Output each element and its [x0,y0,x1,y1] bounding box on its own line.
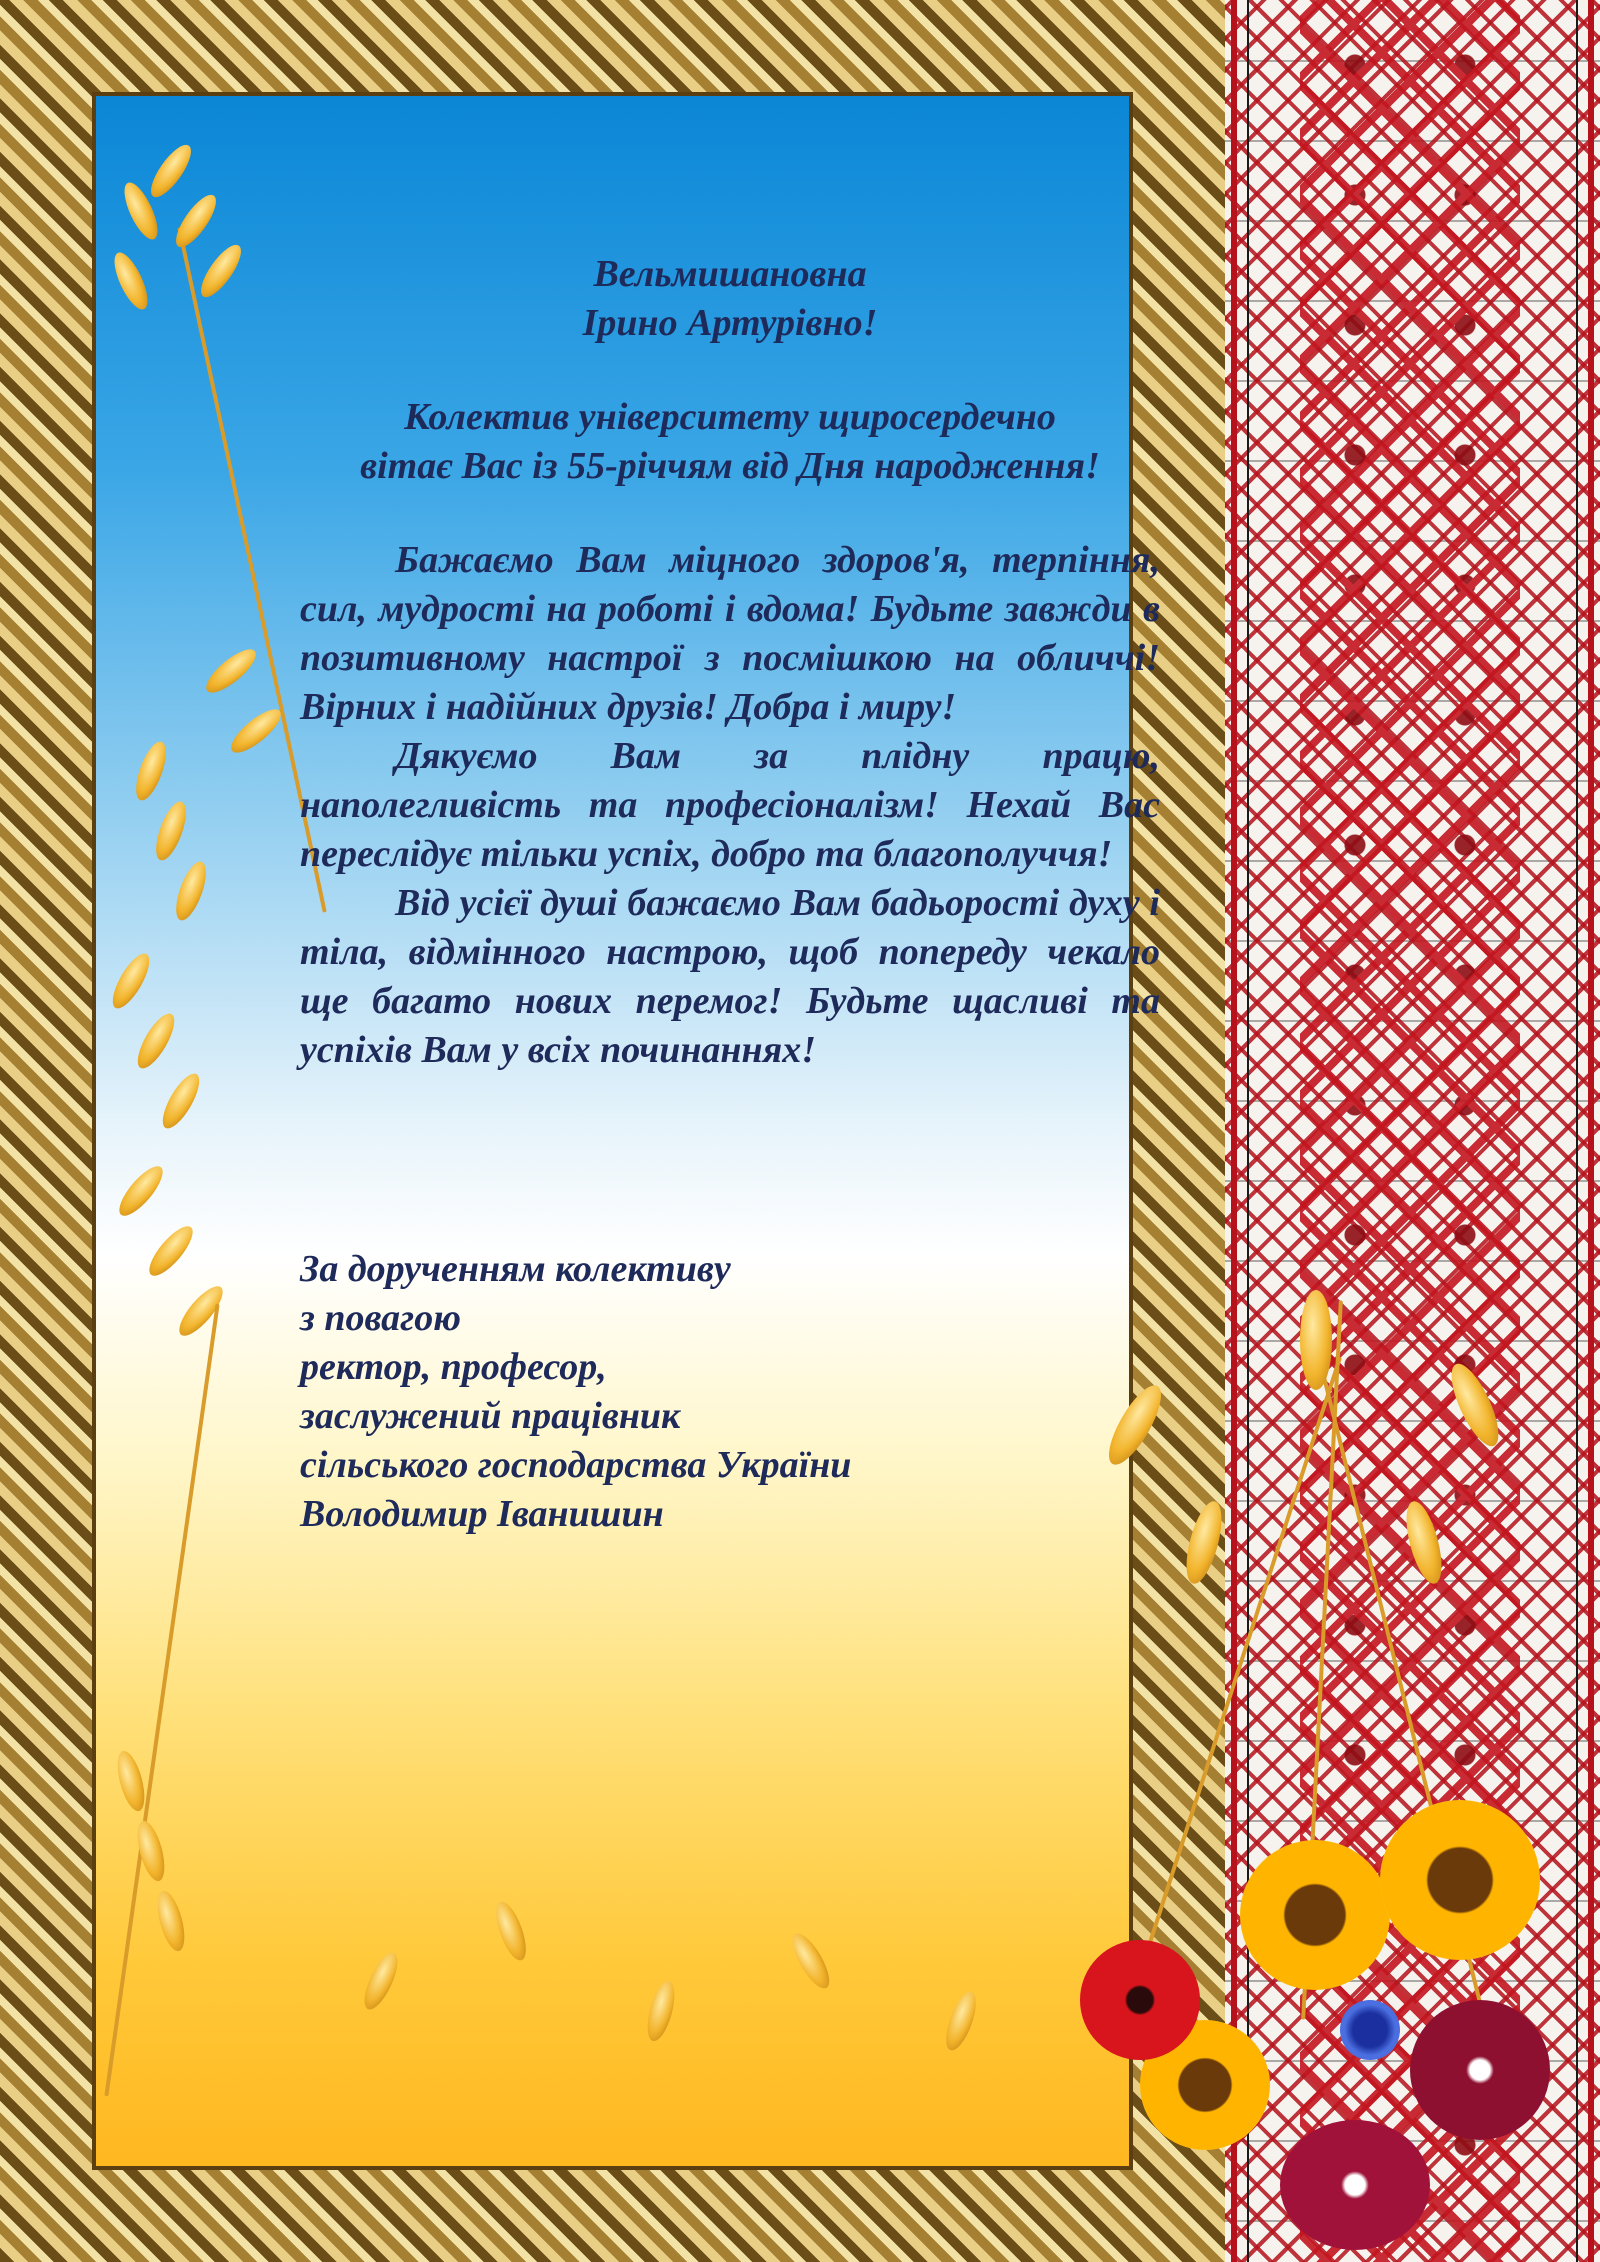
greeting [300,250,1160,348]
poppy [1080,1940,1200,2060]
congratulation-letter [300,250,1160,1539]
signature-line: сільського господарства України [300,1444,852,1486]
intro-line-2: вітає Вас із 55-річчям від Дня народження! [360,445,1100,487]
gratitude-paragraph: Дякуємо Вам за плідну працю, наполегливість та професіоналізм! Нехай Вас переслідує тільки успіх, добро та благополуччя! [300,735,1160,875]
intro-line-1: Колектив університету щиросердечно [404,396,1056,438]
signature-line: ректор, професор, [300,1346,607,1388]
signature-line: з повагою [300,1297,461,1339]
wishes-paragraph: Бажаємо Вам міцного здоров'я, терпіння, сил, мудрості на роботі і вдома! Будьте завжди в позитивному настрої з посмішкою на обличчі! Вірних і надійних друзів! Добра і миру! [300,539,1160,728]
signature-block [300,1245,1160,1539]
sunflower [1380,1800,1540,1960]
signature-line: За дорученням колективу [300,1248,731,1290]
sunflower [1240,1840,1390,1990]
cornflower [1340,2000,1400,2060]
intro [300,393,1160,491]
signature-name: Володимир Іванишин [300,1493,664,1535]
wheat-ears-left [100,100,330,2160]
greeting-name: Ірино Артурівно! [582,302,878,344]
closing-wishes-paragraph: Від усієї душі бажаємо Вам бадьорості духу і тіла, відмінного настрою, щоб попереду чекало ще багато нових перемог! Будьте щасливі та успіхів Вам у всіх починаннях! [300,882,1160,1071]
wheat-field-bottom [330,1820,1130,2170]
mallow [1410,2000,1550,2140]
signature-line: заслужений працівник [300,1395,681,1437]
mallow [1280,2120,1430,2250]
greeting-title: Вельмишановна [593,253,867,295]
